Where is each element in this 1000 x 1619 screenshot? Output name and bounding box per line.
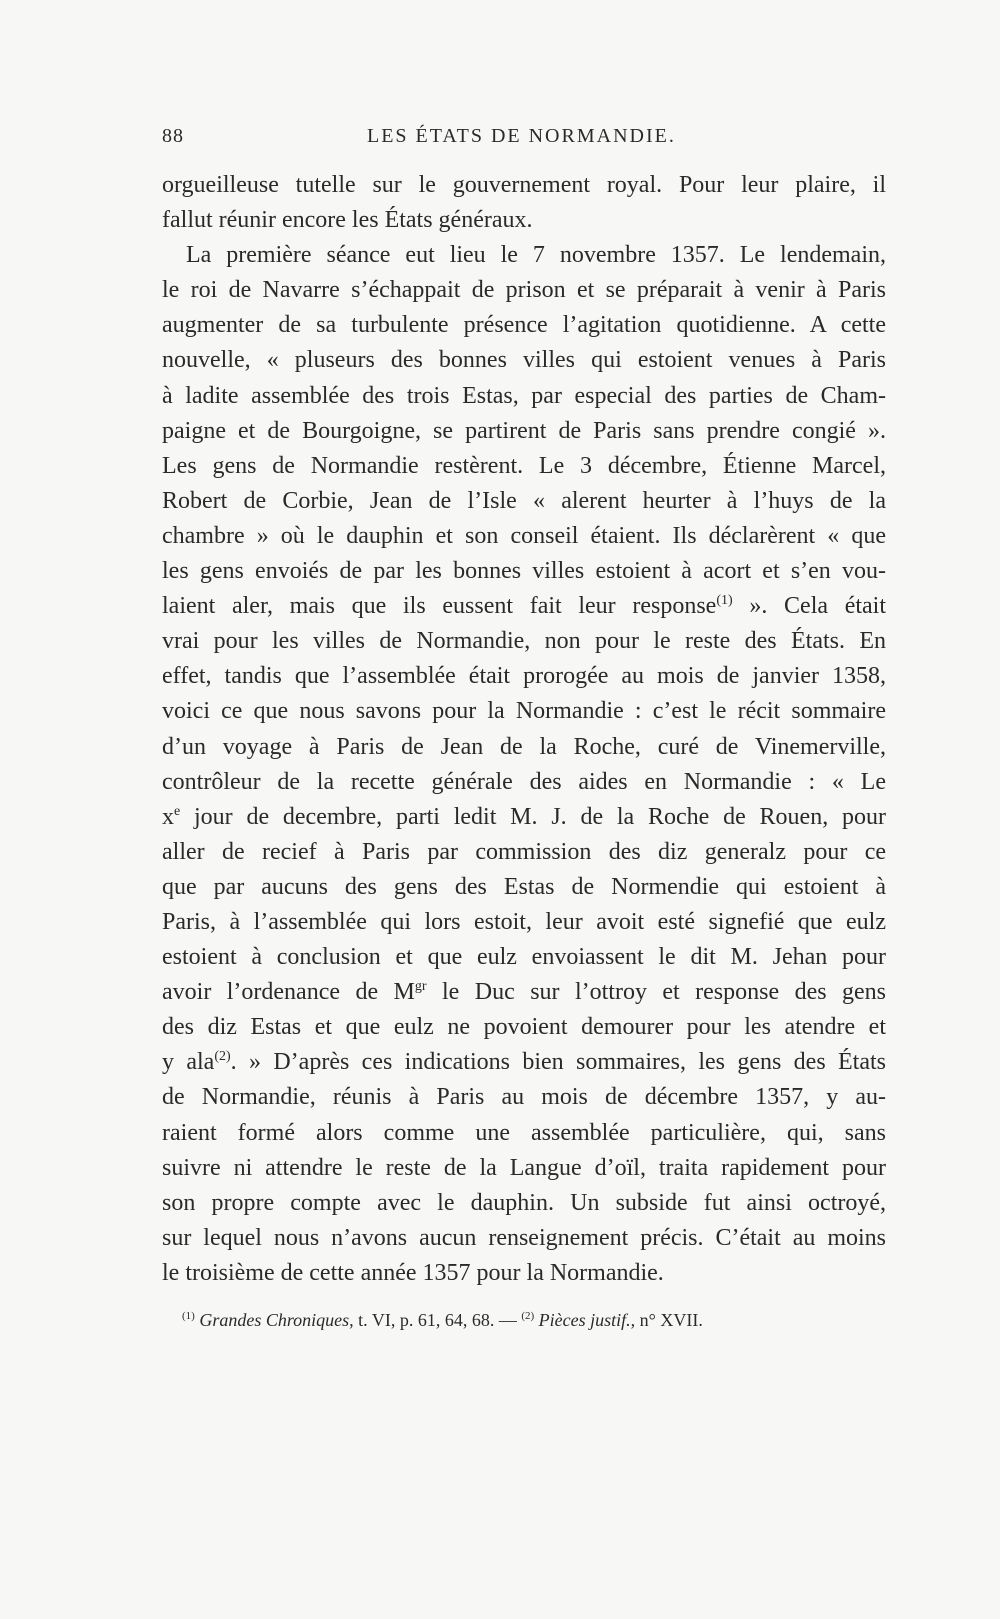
text-segment: le Duc sur l’ottroy et response des gens [426,979,886,1006]
text-segment: x [162,803,174,830]
text-line: estoient à conclusion et que eulz envoiassent le dit M. Jehan pour [162,944,886,971]
text-line: Robert de Corbie, Jean de l’Isle « alerent heurter à l’huys de la [162,487,886,514]
text-line: les gens envoiés de par les bonnes villes estoient à acort et s’en vou- [162,558,886,585]
text-line: paigne et de Bourgoigne, se partirent de Paris sans prendre congié ». [162,417,886,444]
text-line: nouvelle, « pluseurs des bonnes villes qui estoient venues à Paris [162,347,886,374]
text-line: des diz Estas et que eulz ne povoient demourer pour les atendre et [162,1014,886,1041]
text-segment: y ala [162,1049,215,1076]
text-line: que par aucuns des gens des Estas de Normendie qui estoient à [162,873,886,900]
text-line: d’un voyage à Paris de Jean de la Roche, curé de Vinemerville, [162,733,886,760]
text-line: contrôleur de la recette générale des aides en Normandie : « Le [162,768,886,795]
running-head [162,125,882,155]
body-text [162,168,886,1291]
footnote-detail: t. VI, p. 61, 64, 68. — [353,1310,522,1330]
text-line [162,975,886,1010]
footnote-detail: n° XVII. [635,1310,703,1330]
text-line [162,800,886,835]
text-line: Les gens de Normandie restèrent. Le 3 décembre, Étienne Marcel, [162,452,886,479]
text-line: le troisième de cette année 1357 pour la Normandie. [162,1259,664,1286]
text-line [162,1045,886,1080]
text-line: vrai pour les villes de Normandie, non pour le reste des États. En [162,628,886,655]
superscript: gr [414,979,427,995]
text-line: La première séance eut lieu le 7 novembre 1357. Le lendemain, [186,242,886,269]
footnote-marker: (2) [521,1310,535,1322]
text-line [162,589,886,624]
text-line: chambre » où le dauphin et son conseil étaient. Ils déclarèrent « que [162,522,886,549]
text-segment: ». Cela était [732,593,887,620]
page-number: 88 [162,125,184,147]
footnote-reference[interactable]: (2) [214,1049,231,1065]
text-line: fallut réunir encore les États généraux. [162,207,533,234]
footnote-source: Grandes Chroniques, [199,1310,354,1330]
footnote-source: Pièces justif., [538,1310,636,1330]
text-line: voici ce que nous savons pour la Normandie : c’est le récit sommaire [162,698,886,725]
text-line: aller de recief à Paris par commission des diz generalz pour ce [162,838,886,865]
text-line: suivre ni attendre le reste de la Langue d’oïl, traita rapidement pour [162,1154,886,1181]
footnote-reference[interactable]: (1) [716,593,733,609]
footnote-marker: (1) [182,1310,195,1322]
running-title: LES ÉTATS DE NORMANDIE. [367,125,676,147]
text-line: le roi de Navarre s’échappait de prison et se préparait à venir à Paris [162,277,886,304]
text-segment: jour de decembre, parti ledit M. J. de la Roche de Rouen, pour [180,803,886,830]
text-line: son propre compte avec le dauphin. Un subside fut ainsi octroyé, [162,1189,886,1216]
text-line: augmenter de sa turbulente présence l’agitation quotidienne. A cette [162,312,886,339]
text-line: orgueilleuse tutelle sur le gouvernement royal. Pour leur plaire, il [162,172,886,198]
superscript: e [174,803,181,819]
text-segment: avoir l’ordenance de M [162,979,415,1006]
footnotes [182,1310,882,1331]
text-line: à ladite assemblée des trois Estas, par especial des parties de Cham- [162,382,886,409]
text-line: de Normandie, réunis à Paris au mois de décembre 1357, y au- [162,1084,886,1111]
text-line: sur lequel nous n’avons aucun renseignement précis. C’était au moins [162,1224,886,1251]
text-line: Paris, à l’assemblée qui lors estoit, leur avoit esté signefié que eulz [162,908,886,935]
text-line: raient formé alors comme une assemblée particulière, qui, sans [162,1119,886,1146]
text-segment: laient aler, mais que ils eussent fait leur response [162,593,717,620]
text-segment: . » D’après ces indications bien sommaires, les gens des États [230,1049,886,1076]
text-line: effet, tandis que l’assemblée était prorogée au mois de janvier 1358, [162,663,886,690]
